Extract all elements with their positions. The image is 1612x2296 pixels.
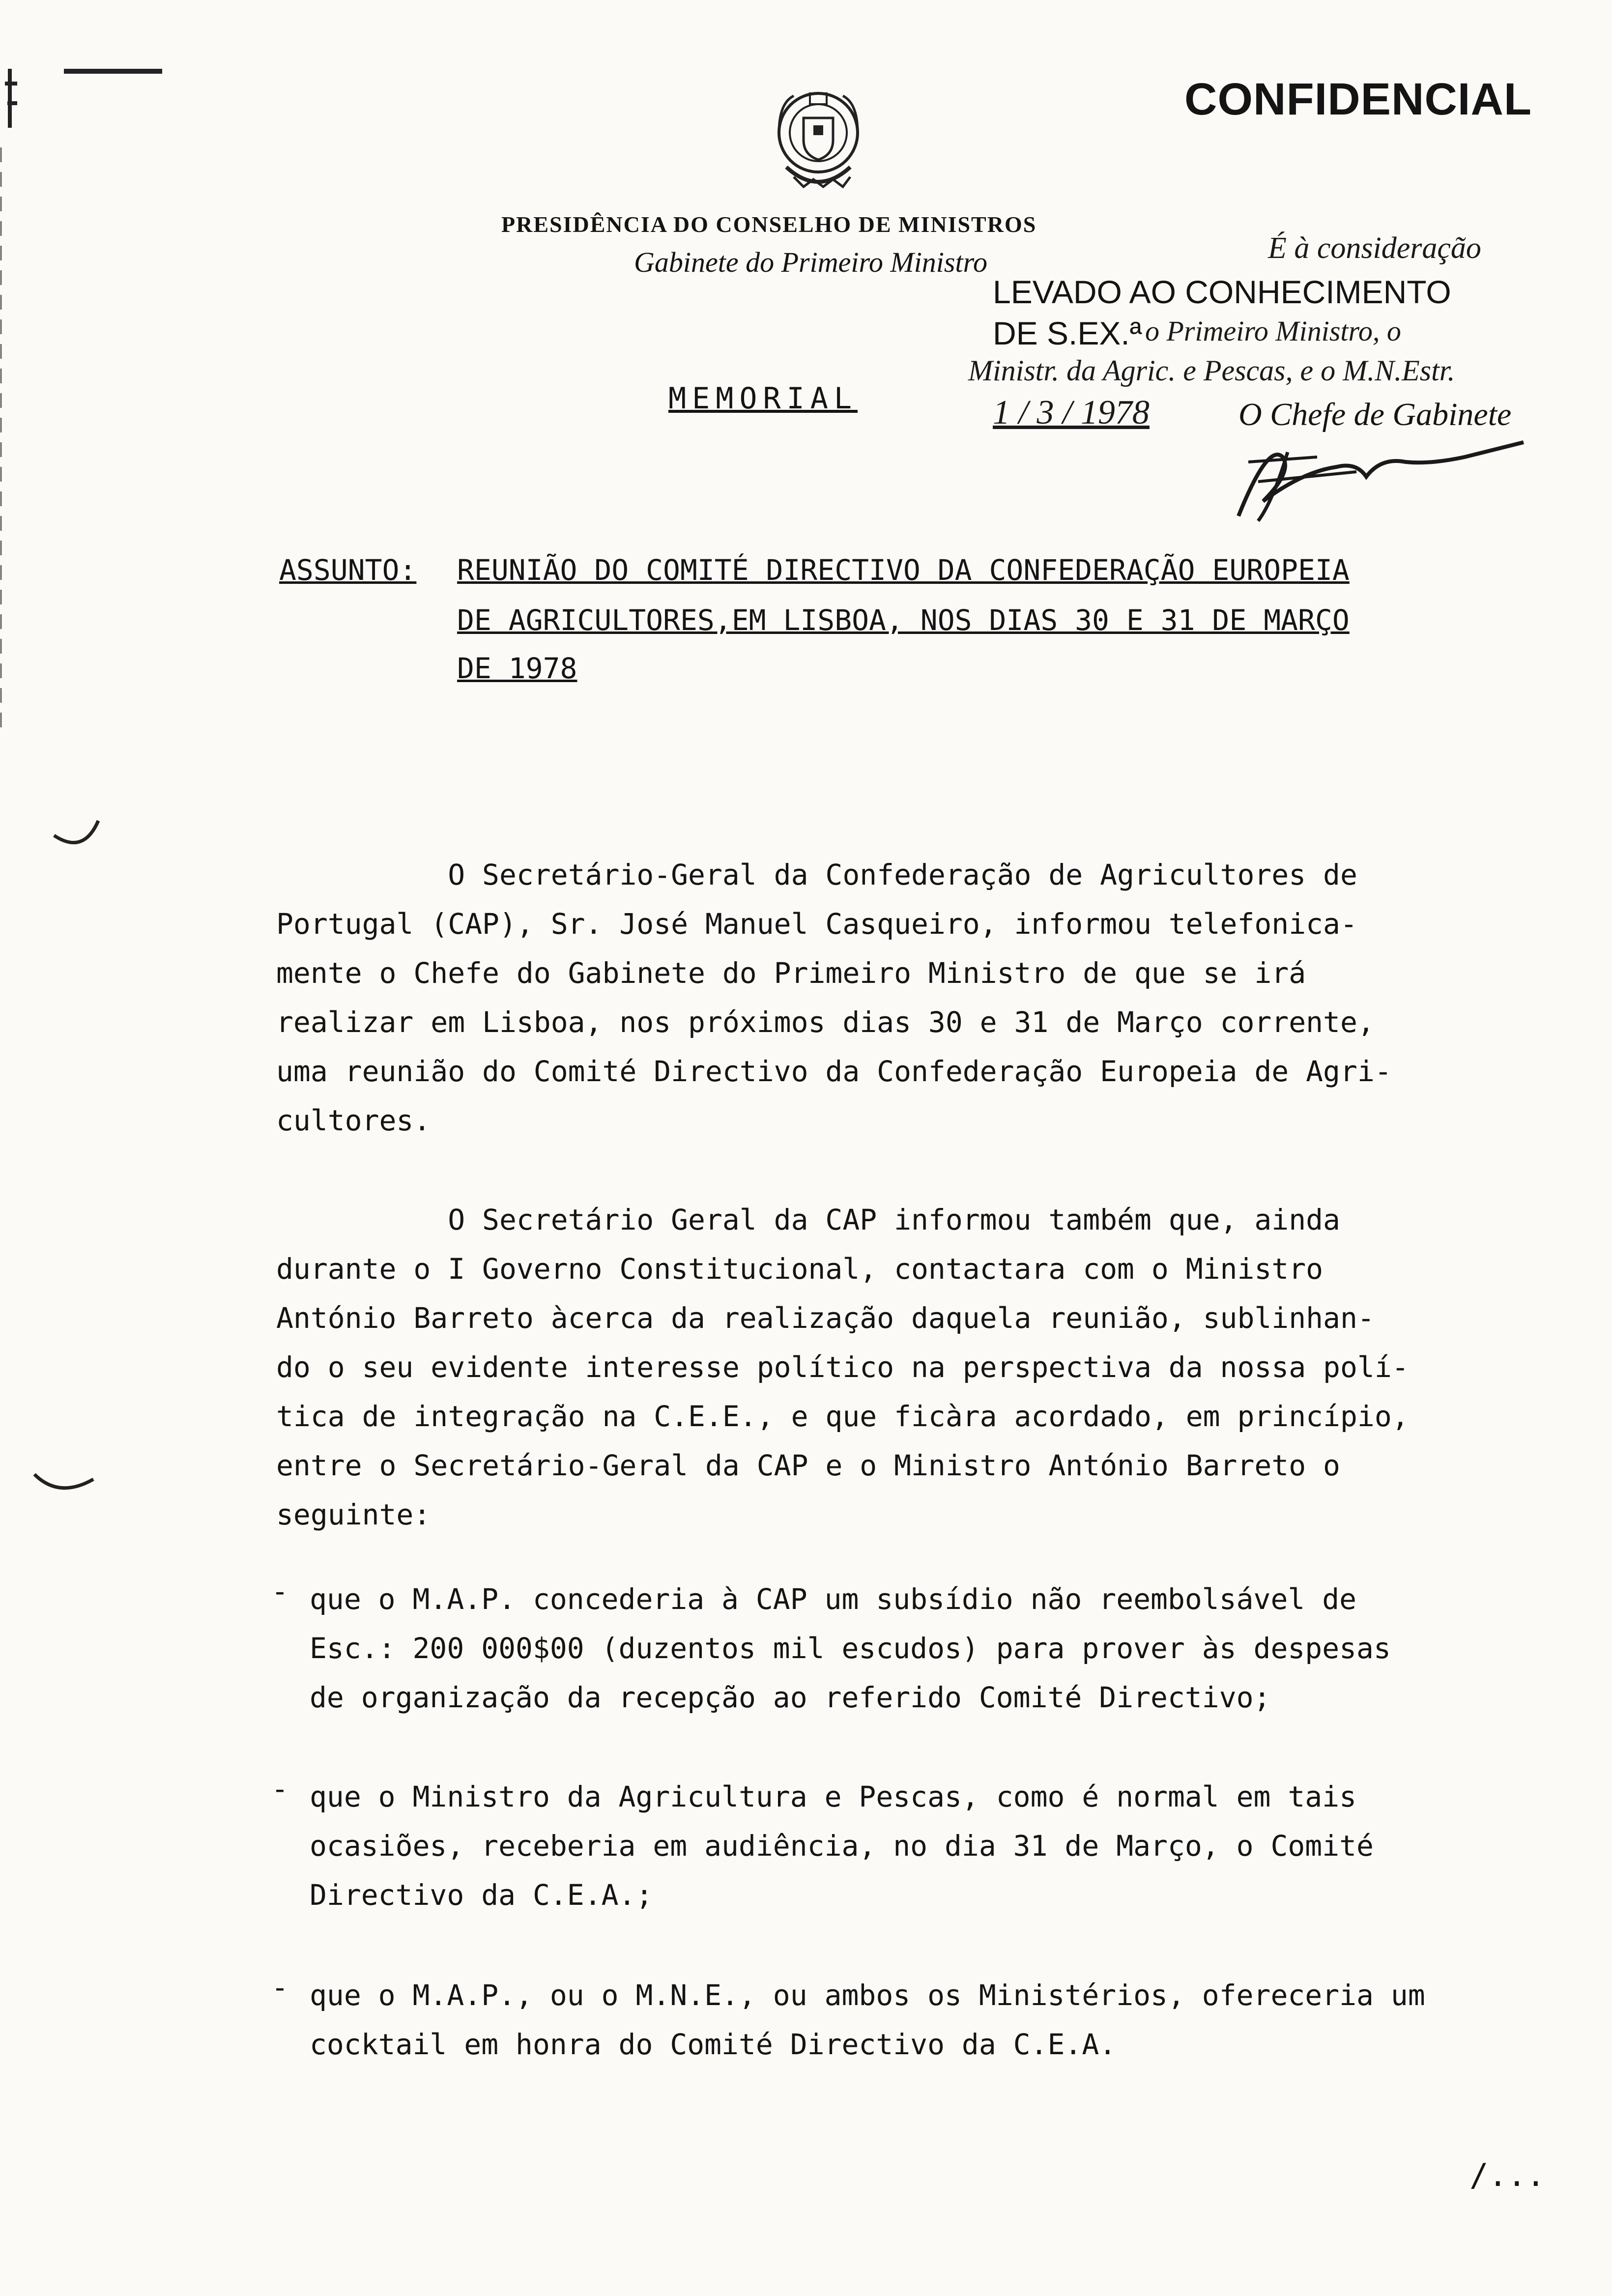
bullet-mark: -: [271, 1575, 288, 1608]
stamp-line-2: DE S.EX.ª: [993, 315, 1142, 351]
subject-label: ASSUNTO:: [279, 553, 417, 587]
list-item: que o Ministro da Agricultura e Pescas, como é normal em tais ocasiões, receberia em audiência, no dia 31 de Março, o Comité Directivo da C.E.A.;: [310, 1780, 1374, 1912]
bullet-mark: -: [271, 1772, 288, 1806]
subject-line-2: DE AGRICULTORES,EM LISBOA, NOS DIAS 30 E 31 DE MARÇO: [457, 603, 1350, 637]
continuation-marker: /...: [1469, 2157, 1546, 2194]
handwritten-note-top: É à consideração: [1268, 231, 1481, 265]
presidency-heading: PRESIDÊNCIA DO CONSELHO DE MINISTROS: [501, 212, 1037, 237]
handwritten-signature-icon: [1229, 432, 1533, 531]
subject-line-1: REUNIÃO DO COMITÉ DIRECTIVO DA CONFEDERAÇÃO EUROPEIA: [457, 553, 1350, 587]
subject-line-3: DE 1978: [457, 652, 577, 685]
classification-label: CONFIDENCIAL: [1184, 74, 1532, 124]
scan-artifact-mark: [29, 1464, 108, 1504]
stamp-chief-of-cabinet: O Chefe de Gabinete: [1238, 397, 1512, 432]
body-paragraph-2: O Secretário Geral da CAP informou também que, ainda durante o I Governo Constitucional, contactara com o Ministro António Barreto àcerca da realização daquela reunião, sublinhan- do o seu evidente interesse político na perspectiva da nossa polí- tica de integração na C.E.E., e que ficàra acordado, em princípio, entre o Secretário-Geral da CAP e o Ministro António Barreto o seguinte:: [276, 1203, 1409, 1531]
body-paragraph-1: O Secretário-Geral da Confederação de Agricultores de Portugal (CAP), Sr. José Manuel Casqueiro, informou telefonica- mente o Chefe do Gabinete do Primeiro Ministro de que se irá realizar em Lisboa, nos próximos dias 30 e 31 de Março corrente, uma reunião do Comité Directivo da Confederação Europeia de Agri- cultores.: [276, 858, 1392, 1137]
stamp-line-1: LEVADO AO CONHECIMENTO: [993, 274, 1451, 310]
list-item: que o M.A.P. concederia à CAP um subsídio não reembolsável de Esc.: 200 000$00 (duzentos mil escudos) para prover às despesas de organização da recepção ao referido Comité Directivo;: [310, 1582, 1391, 1714]
scan-artifact-marks: [0, 0, 167, 934]
handwritten-date: 1 / 3 / 1978: [993, 394, 1150, 431]
bullet-mark: -: [271, 1971, 288, 2004]
handwritten-addressee-2: Ministr. da Agric. e Pescas, e o M.N.Estr.: [968, 354, 1455, 387]
list-item: que o M.A.P., ou o M.N.E., ou ambos os Ministérios, ofereceria um cocktail em honra do Comité Directivo da C.E.A.: [310, 1979, 1425, 2061]
document-title: MEMORIAL: [668, 381, 858, 416]
coat-of-arms-icon: [767, 79, 870, 201]
handwritten-addressee-1: o Primeiro Ministro, o: [1145, 315, 1401, 347]
cabinet-subheading: Gabinete do Primeiro Ministro: [634, 246, 988, 278]
